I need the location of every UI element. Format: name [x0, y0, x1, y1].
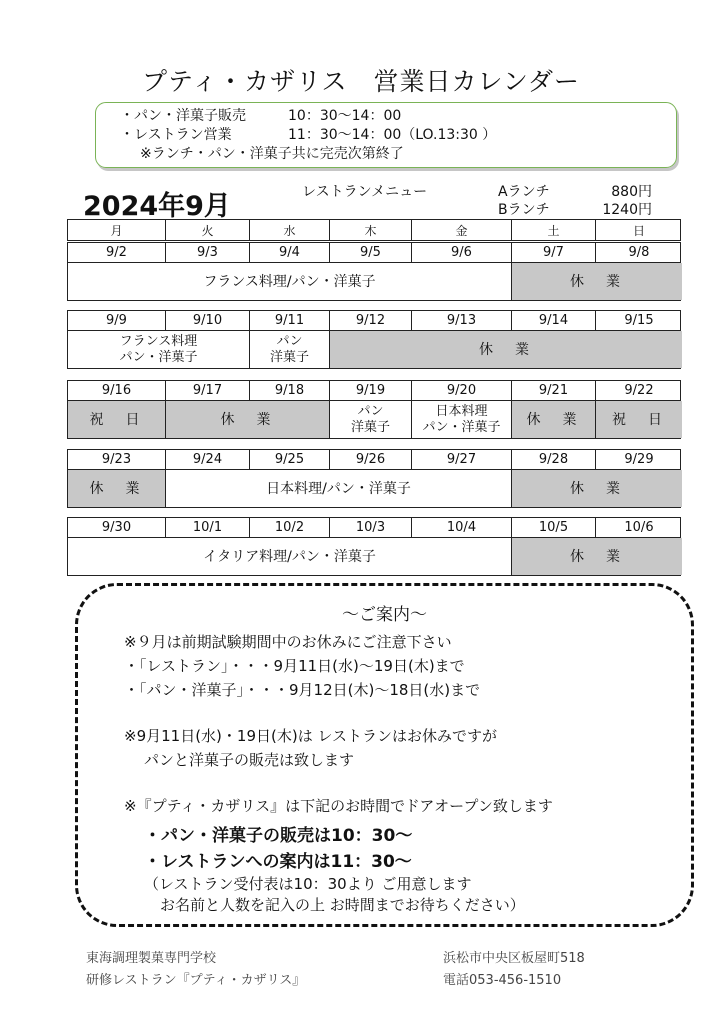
business-hours-box: [95, 102, 677, 168]
info-line: ※9月11日(水)・19日(木)は レストランはお休みですが: [124, 727, 498, 745]
footer-phone: 電話053-456-1510: [443, 973, 562, 988]
date-cell: 9/18: [250, 381, 330, 400]
lunch-price: 880円: [611, 184, 652, 200]
date-cell: 9/8: [628, 245, 650, 260]
date-cell: 9/29: [624, 452, 654, 467]
weekday-label: 木: [330, 220, 412, 240]
schedule-row: [67, 331, 681, 369]
date-cell: 9/20: [412, 381, 512, 400]
date-cell: 10/6: [624, 520, 654, 535]
weekday-header: [67, 219, 681, 241]
schedule-row: [67, 538, 681, 576]
service-cell: パン 洋菓子: [330, 401, 412, 438]
date-cell: 9/16: [68, 381, 166, 400]
year-month-heading: 2024年9月: [83, 191, 231, 222]
service-cell: 日本料理 パン・洋菓子: [412, 401, 512, 438]
closed-cell: 休 業: [512, 263, 682, 300]
info-line: パンと洋菓子の販売は致します: [144, 751, 355, 769]
calendar-week: [67, 242, 681, 290]
date-cell: 9/25: [250, 450, 330, 469]
footer-address: 浜松市中央区板屋町518: [443, 951, 585, 966]
date-cell: 9/27: [412, 450, 512, 469]
footer-school: 東海調理製菓専門学校: [86, 951, 217, 966]
date-cell: 9/4: [250, 243, 330, 262]
date-cell: 9/23: [68, 450, 166, 469]
date-cell: 10/3: [330, 518, 412, 537]
date-cell: 10/1: [166, 518, 250, 537]
info-line: ・「パン・洋菓子」・・・9月12日(木)〜18日(水)まで: [124, 681, 481, 699]
weekday-label: 土: [512, 220, 596, 240]
date-cell: 9/9: [68, 311, 166, 330]
schedule-row: [67, 470, 681, 508]
lunch-name: Aランチ: [498, 184, 550, 200]
service-cell: フランス料理/パン・洋菓子: [68, 263, 512, 300]
date-cell: 9/24: [166, 450, 250, 469]
date-row: [67, 310, 681, 331]
hours-value: 10：30〜14：00: [288, 108, 402, 124]
date-cell: 9/6: [412, 243, 512, 262]
date-cell: 9/3: [166, 243, 250, 262]
calendar-week: [67, 449, 681, 497]
date-row: [67, 242, 681, 263]
service-cell: イタリア料理/パン・洋菓子: [68, 538, 512, 575]
calendar-week: [67, 380, 681, 435]
service-cell: 日本料理/パン・洋菓子: [166, 470, 512, 507]
schedule-row: [67, 401, 681, 439]
date-cell: 10/4: [412, 518, 512, 537]
date-cell: 9/13: [412, 311, 512, 330]
information-title: 〜ご案内〜: [342, 605, 427, 625]
info-line: お名前と人数を記入の上 お時間までお待ちください）: [160, 896, 525, 914]
date-cell: 9/11: [250, 311, 330, 330]
date-cell: 9/5: [330, 243, 412, 262]
info-line: ※９月は前期試験期間中のお休みにご注意下さい: [124, 633, 452, 651]
closed-cell: 休 業: [166, 401, 330, 438]
date-cell: 9/10: [166, 311, 250, 330]
service-cell: パン 洋菓子: [250, 331, 330, 368]
date-cell: 9/12: [330, 311, 412, 330]
calendar-week: [67, 517, 681, 565]
date-cell: 9/21: [512, 381, 596, 400]
weekday-label: 水: [250, 220, 330, 240]
weekday-label: 火: [166, 220, 250, 240]
date-row: [67, 380, 681, 401]
info-line-emphasis: ・パン・洋菓子の販売は10：30〜: [144, 826, 413, 846]
service-cell: フランス料理 パン・洋菓子: [68, 331, 250, 368]
date-cell: 9/19: [330, 381, 412, 400]
date-cell: 9/28: [512, 450, 596, 469]
date-cell: 9/15: [624, 313, 654, 328]
weekday-label: 金: [412, 220, 512, 240]
schedule-row: [67, 263, 681, 301]
date-cell: 9/14: [512, 311, 596, 330]
lunch-a: [498, 181, 652, 201]
weekday-label: 日: [632, 223, 645, 238]
weekday-label: 月: [68, 220, 166, 240]
hours-label: ・レストラン営業: [120, 127, 232, 143]
date-cell: 9/30: [68, 518, 166, 537]
date-cell: 9/7: [512, 243, 596, 262]
hours-row: [120, 126, 676, 145]
page-title: プティ・カザリス 営業日カレンダー: [142, 67, 580, 96]
date-cell: 9/26: [330, 450, 412, 469]
closed-cell: 休 業: [330, 331, 682, 368]
date-row: [67, 449, 681, 470]
restaurant-menu-heading: レストランメニュー: [302, 184, 428, 200]
closed-cell: 祝 日: [68, 401, 166, 438]
calendar-week: [67, 310, 681, 365]
closed-cell: 休 業: [512, 538, 682, 575]
info-line: ・「レストラン」・・・9月11日(水)〜19日(木)まで: [124, 657, 465, 675]
closed-cell: 祝 日: [596, 401, 682, 438]
hours-value: 11：30〜14：00（LO.13:30 ）: [288, 127, 497, 143]
information-box: [75, 583, 694, 927]
date-cell: 9/17: [166, 381, 250, 400]
date-row: [67, 517, 681, 538]
hours-label: ・パン・洋菓子販売: [120, 108, 246, 124]
date-cell: 10/2: [250, 518, 330, 537]
closed-cell: 休 業: [68, 470, 166, 507]
closed-cell: 休 業: [512, 470, 682, 507]
date-cell: 10/5: [512, 518, 596, 537]
closed-cell: 休 業: [512, 401, 596, 438]
lunch-name: Bランチ: [498, 202, 550, 218]
info-line: （レストラン受付表は10：30より ご用意します: [144, 875, 472, 893]
sold-out-note: ※ランチ・パン・洋菓子共に完売次第終了: [140, 146, 404, 162]
info-line-emphasis: ・レストランへの案内は11：30〜: [144, 852, 412, 872]
footer-restaurant: 研修レストラン『プティ・カザリス』: [86, 973, 306, 988]
info-line: ※『プティ・カザリス』は下記のお時間でドアオープン致します: [124, 797, 553, 815]
lunch-price: 1240円: [602, 202, 652, 218]
hours-row: [120, 107, 676, 126]
lunch-b: [498, 199, 652, 219]
date-cell: 9/22: [624, 383, 654, 398]
date-cell: 9/2: [68, 243, 166, 262]
